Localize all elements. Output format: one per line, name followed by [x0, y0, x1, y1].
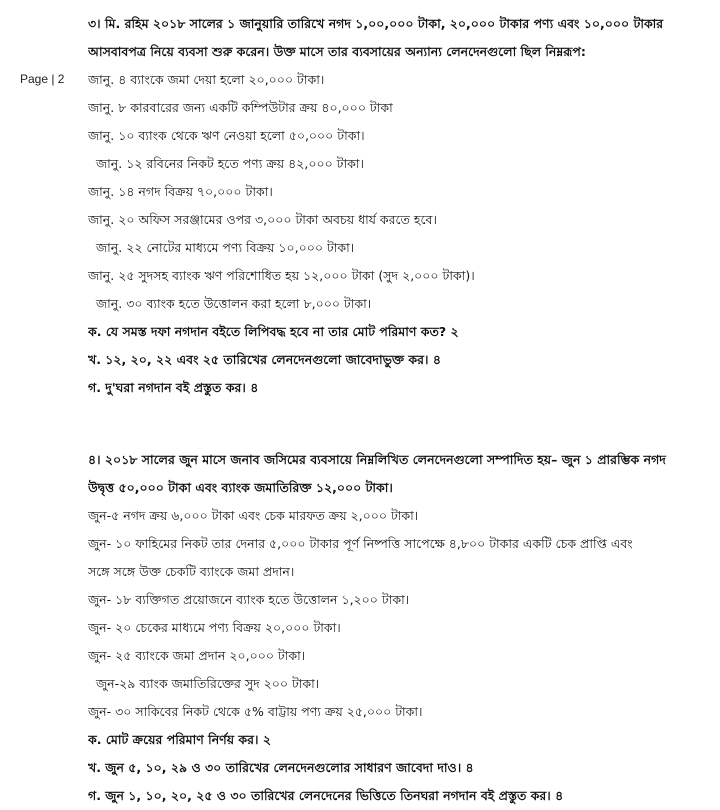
q3-question-c: গ. দু'ঘরা নগদান বই প্রস্তুত কর। ৪: [88, 380, 259, 395]
q4-transaction: জুন-৫ নগদ ক্রয় ৬,০০০ টাকা এবং চেক মারফত ক্রয় ২,০০০ টাকা।: [88, 508, 419, 523]
question-4: [88, 446, 713, 810]
q4-question-a: ক. মোট ক্রয়ের পরিমাণ নির্ণয় কর। ২: [88, 732, 272, 747]
section-gap: [88, 402, 713, 446]
q4-transaction: জুন- ১০ ফাহিমের নিকট তার দেনার ৫,০০০ টাকার পূর্ণ নিষ্পত্তি সাপেক্ষে ৪,৮০০ টাকার একটি চেক প্রাপ্তি এবং: [88, 536, 633, 551]
q3-transaction: জানু. ১২ রবিনের নিকট হতে পণ্য ক্রয় ৪২,০০০ টাকা।: [96, 156, 364, 171]
page-number-label: Page | 2: [20, 72, 65, 86]
q3-transaction: জানু. ৮ কারবারের জন্য একটি কম্পিউটার ক্রয় ৪০,০০০ টাকা: [88, 100, 393, 115]
document-body: [88, 10, 713, 810]
q4-question-b: খ. জুন ৫, ১০, ২৯ ও ৩০ তারিখের লেনদেনগুলোর সাধারণ জাবেদা দাও। ৪: [88, 760, 474, 775]
q3-question-a: ক. যে সমস্ত দফা নগদান বইতে লিপিবদ্ধ হবে না তার মোট পরিমাণ কত? ২: [88, 324, 459, 339]
q3-question-b: খ. ১২, ২০, ২২ এবং ২৫ তারিখের লেনদেনগুলো জাবেদাভুক্ত কর। ৪: [88, 352, 441, 367]
q4-transaction: সঙ্গে সঙ্গে উক্ত চেকটি ব্যাংকে জমা প্রদান।: [88, 564, 295, 579]
question-3: [88, 10, 713, 402]
q3-transaction: জানু. ১০ ব্যাংক থেকে ঋণ নেওয়া হলো ৫০,০০০ টাকা।: [88, 128, 365, 143]
q4-intro-line-1: ৪। ২০১৮ সালের জুন মাসে জনাব জসিমের ব্যবসায়ে নিম্নলিখিত লেনদেনগুলো সম্পাদিত হয়– জুন ১ প্রারম্ভিক নগদ: [88, 452, 666, 467]
q4-intro-line-2: উদ্বৃত্ত ৫০,০০০ টাকা এবং ব্যাংক জমাতিরিক্ত ১২,০০০ টাকা।: [88, 480, 393, 495]
q3-transaction: জানু. ১৪ নগদ বিক্রয় ৭০,০০০ টাকা।: [88, 184, 273, 199]
q4-transaction: জুন- ২৫ ব্যাংকে জমা প্রদান ২০,০০০ টাকা।: [88, 648, 306, 663]
q3-transaction: জানু. ৪ ব্যাংকে জমা দেয়া হলো ২০,০০০ টাকা।: [88, 72, 325, 87]
q3-transaction: জানু. ২০ অফিস সরঞ্জামের ওপর ৩,০০০ টাকা অবচয় ধার্য করতে হবে।: [88, 212, 437, 227]
q4-transaction: জুন- ২০ চেকের মাধ্যমে পণ্য বিক্রয় ২০,০০০ টাকা।: [88, 620, 341, 635]
q4-question-c: গ. জুন ১, ১০, ২০, ২৫ ও ৩০ তারিখের লেনদেনের ভিত্তিতে তিনঘরা নগদান বই প্রস্তুত কর। ৪: [88, 788, 564, 803]
q3-transaction: জানু. ২৫ সুদসহ ব্যাংক ঋণ পরিশোধিত হয় ১২,০০০ টাকা (সুদ ২,০০০ টাকা)।: [88, 268, 475, 283]
q4-transaction: জুন- ১৮ ব্যক্তিগত প্রয়োজনে ব্যাংক হতে উত্তোলন ১,২০০ টাকা।: [88, 592, 410, 607]
q3-transaction: জানু. ৩০ ব্যাংক হতে উত্তোলন করা হলো ৮,০০০ টাকা।: [96, 296, 372, 311]
q4-transaction: জুন-২৯ ব্যাংক জমাতিরিক্তের সুদ ২০০ টাকা।: [96, 676, 320, 691]
q3-intro-line-1: ৩। মি. রহিম ২০১৮ সালের ১ জানুয়ারি তারিখে নগদ ১,০০,০০০ টাকা, ২০,০০০ টাকার পণ্য এবং ১০,০০০ টাকার: [88, 16, 664, 31]
q3-intro-line-2: আসবাবপত্র নিয়ে ব্যবসা শুরু করেন। উক্ত মাসে তার ব্যবসায়ের অন্যান্য লেনদেনগুলো ছিল নিম্নরূপ:: [88, 44, 586, 59]
q3-transaction: জানু. ২২ নোটের মাধ্যমে পণ্য বিক্রয় ১০,০০০ টাকা।: [96, 240, 355, 255]
q4-transaction: জুন- ৩০ সাকিবের নিকট থেকে ৫% বাট্টায় পণ্য ক্রয় ২৫,০০০ টাকা।: [88, 704, 423, 719]
